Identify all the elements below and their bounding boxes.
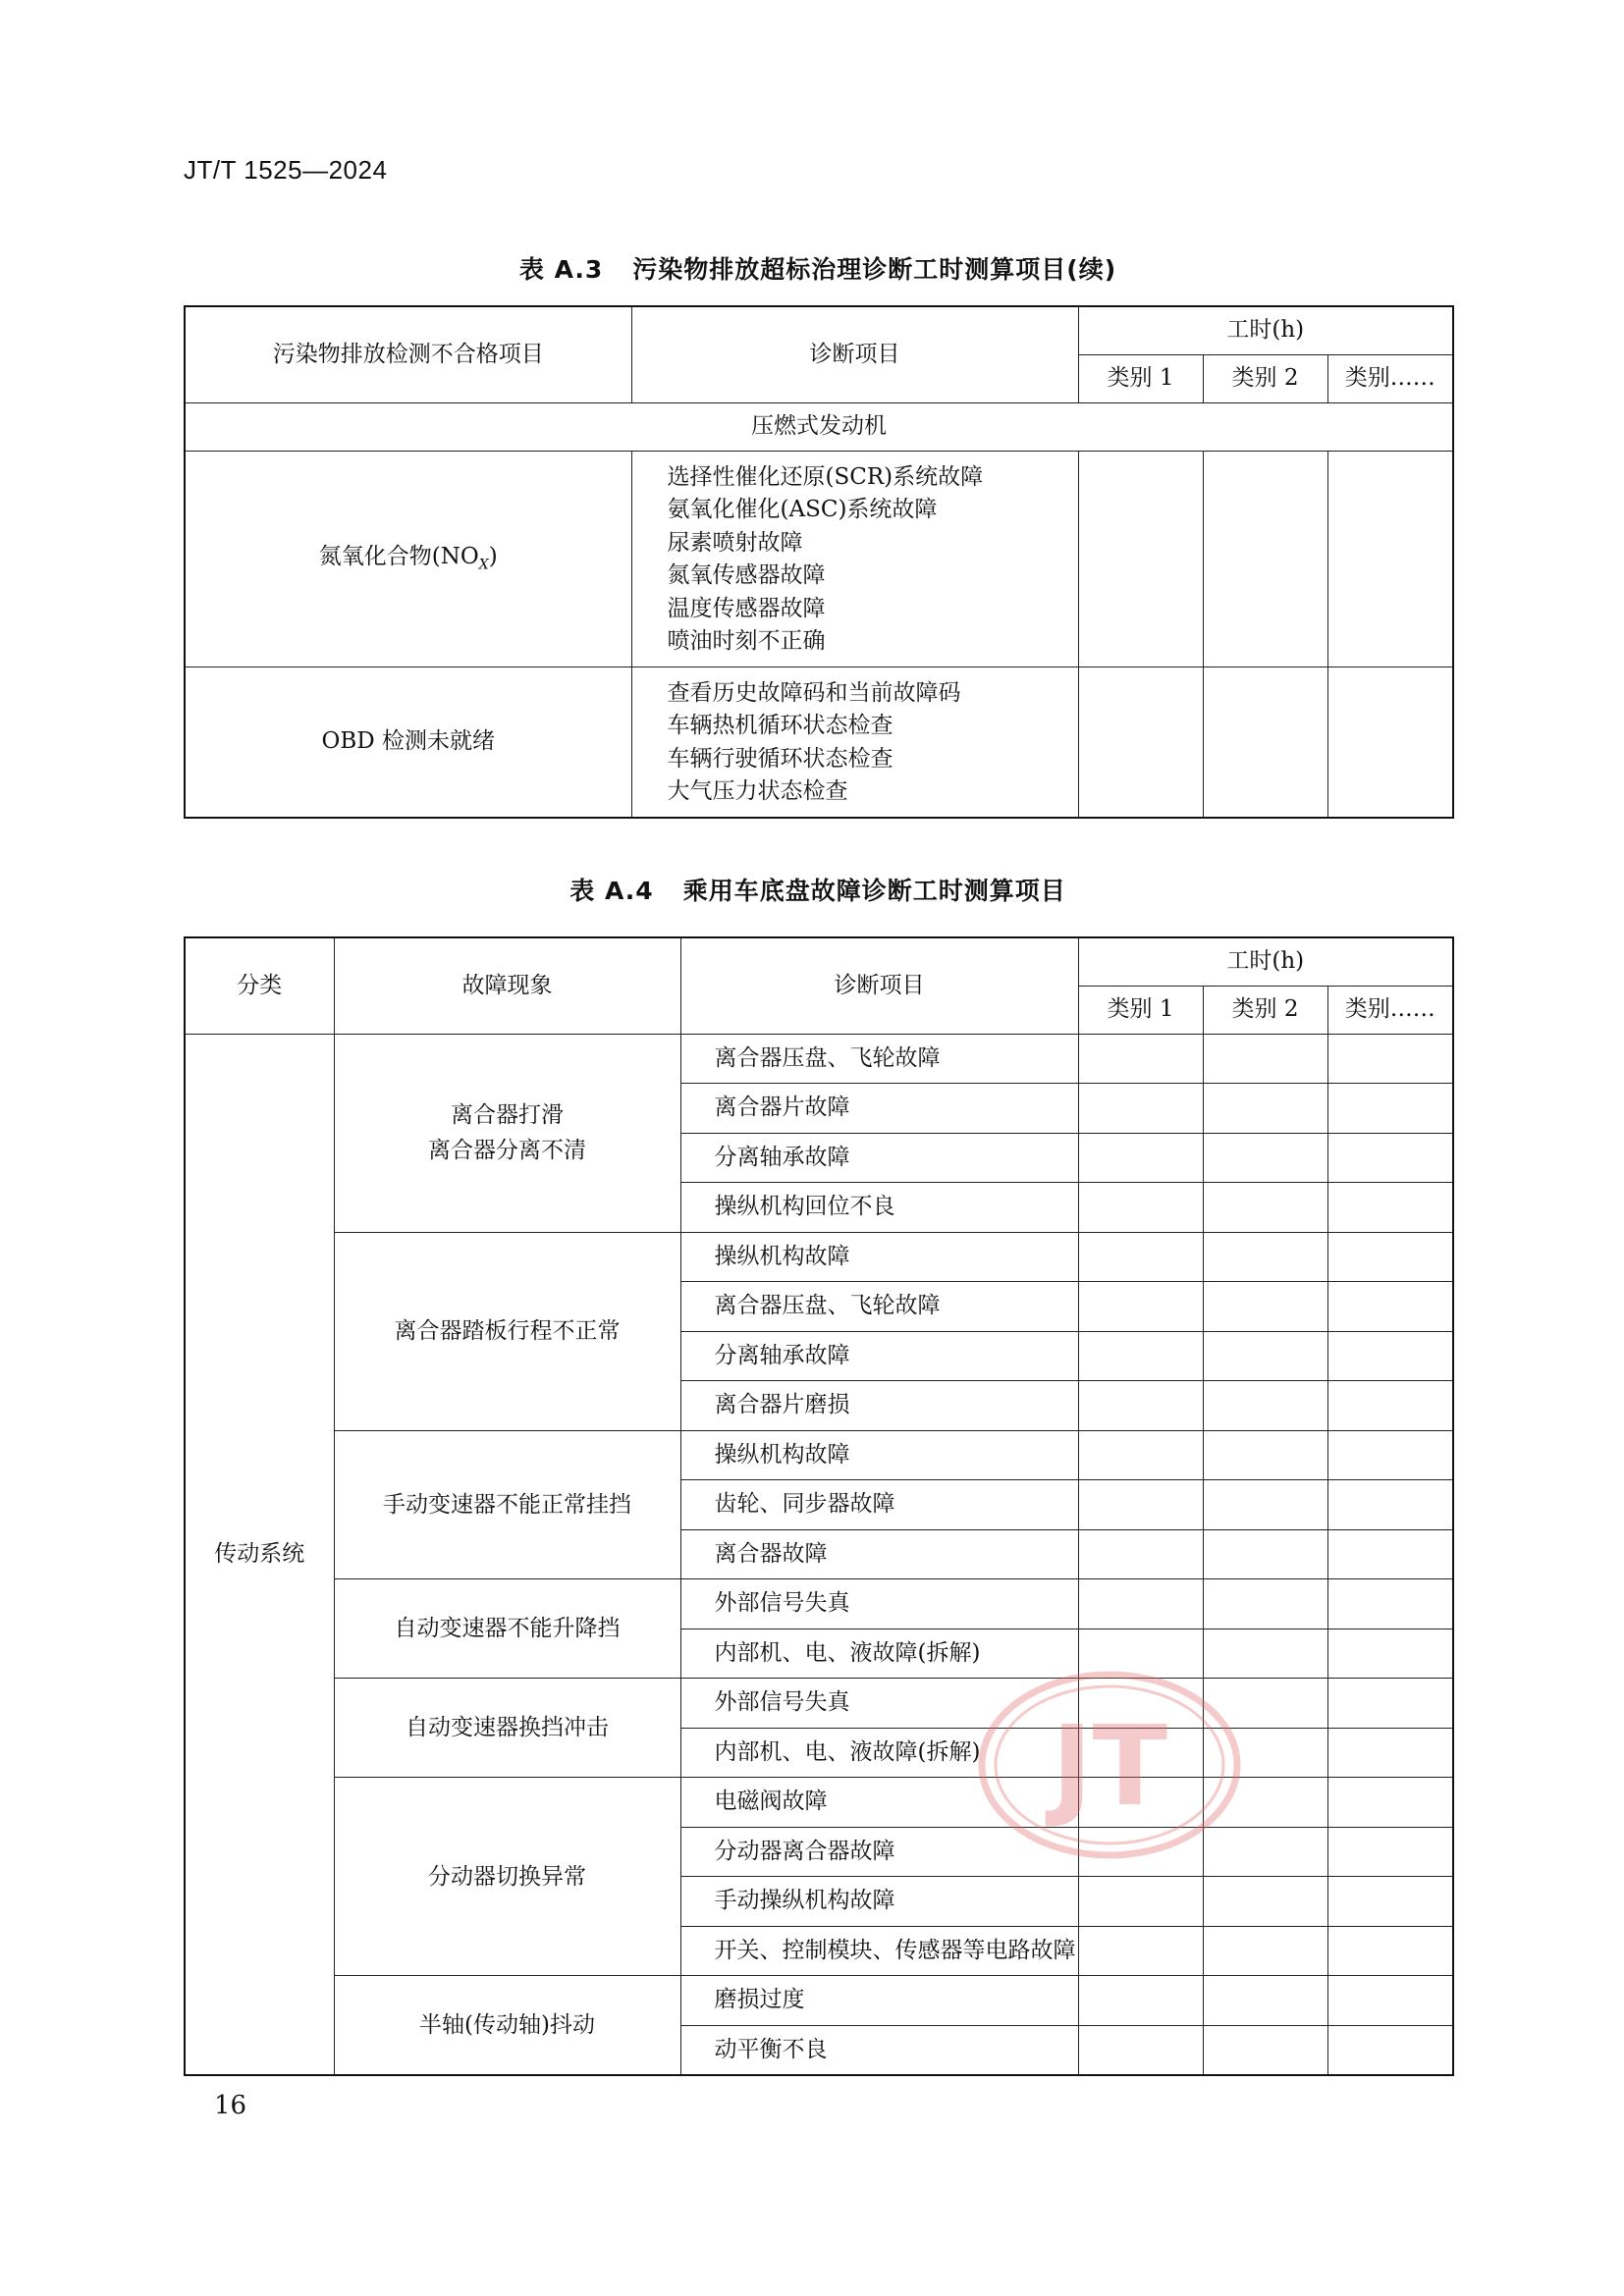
diagnostic-item: 内部机、电、液故障(拆解) <box>680 1728 1078 1778</box>
hours-cell <box>1327 1282 1453 1332</box>
hours-cell <box>1327 1529 1453 1579</box>
diagnostic-item: 选择性催化还原(SCR)系统故障 <box>667 463 984 490</box>
hours-cell <box>1327 1331 1453 1381</box>
hours-cell <box>1078 1926 1203 1976</box>
hours-cell <box>1327 1728 1453 1778</box>
diagnostic-item: 车辆热机循环状态检查 <box>667 713 893 738</box>
diagnostic-item: 外部信号失真 <box>680 1679 1078 1729</box>
diagnostic-item: 车辆行驶循环状态检查 <box>667 745 893 772</box>
pollutant-item-nox: 氮氧化合物$(NO_X)$ <box>185 451 631 667</box>
hours-cell <box>1078 1629 1203 1679</box>
hours-cell <box>1327 1976 1453 2026</box>
header-category-more: 类别…… <box>1327 986 1453 1034</box>
diagnostic-item: 离合器片故障 <box>680 1084 1078 1134</box>
diagnostic-item: 操纵机构故障 <box>680 1430 1078 1480</box>
diagnostic-item: 分动器离合器故障 <box>680 1827 1078 1877</box>
phenomenon-line: 离合器分离不清 <box>428 1138 586 1163</box>
hours-cell <box>1078 1679 1203 1729</box>
diagnostic-item: 内部机、电、液故障(拆解) <box>680 1629 1078 1679</box>
hours-cell <box>1203 1679 1327 1729</box>
hours-cell <box>1078 1183 1203 1233</box>
hours-cell <box>1203 1282 1327 1332</box>
hours-cell <box>1203 451 1327 667</box>
table-row <box>185 667 1453 818</box>
header-pollutant-item: 污染物排放检测不合格项目 <box>185 306 631 402</box>
fault-phenomenon <box>334 1232 680 1430</box>
hours-cell <box>1327 1430 1453 1480</box>
phenomenon-line: 分动器切换异常 <box>428 1863 586 1890</box>
fault-phenomenon <box>334 1430 680 1579</box>
diagnostic-item: 查看历史故障码和当前故障码 <box>667 679 961 706</box>
header-work-hours: 工时(h) <box>1078 937 1453 986</box>
diagnostic-item: 分离轴承故障 <box>680 1133 1078 1183</box>
diagnostic-item: 离合器压盘、飞轮故障 <box>680 1282 1078 1332</box>
fault-phenomenon <box>334 1976 680 2076</box>
header-work-hours: 工时(h) <box>1078 306 1453 354</box>
fault-phenomenon <box>334 1579 680 1679</box>
section-compression-ignition-engine: 压燃式发动机 <box>185 402 1453 451</box>
table-row <box>185 1778 1453 1828</box>
phenomenon-line: 手动变速器不能正常挂挡 <box>383 1491 631 1518</box>
header-category-1: 类别 1 <box>1078 354 1203 402</box>
fault-phenomenon <box>334 1778 680 1976</box>
table-a4 <box>184 936 1454 2076</box>
hours-cell <box>1203 1034 1327 1084</box>
table-a3-title: 污染物排放超标治理诊断工时测算项目(续) <box>632 255 1117 284</box>
hours-cell <box>1327 1877 1453 1927</box>
table-row <box>185 451 1453 667</box>
hours-cell <box>1203 2025 1327 2075</box>
hours-cell <box>1203 1232 1327 1282</box>
table-row <box>185 1579 1453 1629</box>
diagnostic-item: 齿轮、同步器故障 <box>680 1480 1078 1530</box>
hours-cell <box>1203 1877 1327 1927</box>
hours-cell <box>1078 1282 1203 1332</box>
diagnostic-item: 外部信号失真 <box>680 1579 1078 1629</box>
diagnostic-item: 喷油时刻不正确 <box>667 628 826 654</box>
diagnostic-item: 操纵机构故障 <box>680 1232 1078 1282</box>
hours-cell <box>1078 1133 1203 1183</box>
diagnostic-item: 离合器片磨损 <box>680 1381 1078 1431</box>
hours-cell <box>1203 1133 1327 1183</box>
hours-cell <box>1203 1728 1327 1778</box>
header-category-2: 类别 2 <box>1203 986 1327 1034</box>
hours-cell <box>1327 1827 1453 1877</box>
hours-cell <box>1327 2025 1453 2075</box>
hours-cell <box>1078 1579 1203 1629</box>
header-fault-phenomenon: 故障现象 <box>334 937 680 1034</box>
category-transmission-system: 传动系统 <box>185 1034 334 2075</box>
hours-cell <box>1327 1084 1453 1134</box>
diagnostic-item: 分离轴承故障 <box>680 1331 1078 1381</box>
diagnostic-item: 操纵机构回位不良 <box>680 1183 1078 1233</box>
diagnostic-item: 尿素喷射故障 <box>667 529 803 556</box>
hours-cell <box>1203 1629 1327 1679</box>
diagnostic-list <box>631 667 1078 818</box>
table-a3 <box>184 305 1454 819</box>
table-row <box>185 1034 1453 1084</box>
hours-cell <box>1327 451 1453 667</box>
table-a3-caption <box>184 250 1452 286</box>
hours-cell <box>1078 1976 1203 2026</box>
hours-cell <box>1327 1679 1453 1729</box>
hours-cell <box>1078 1331 1203 1381</box>
hours-cell <box>1327 1133 1453 1183</box>
hours-cell <box>1078 1877 1203 1927</box>
page-number: 16 <box>214 2091 247 2120</box>
phenomenon-line: 自动变速器不能升降挡 <box>394 1616 621 1641</box>
hours-cell <box>1078 667 1203 818</box>
hours-cell <box>1327 1480 1453 1530</box>
phenomenon-line: 离合器踏板行程不正常 <box>394 1318 621 1344</box>
phenomenon-line: 自动变速器换挡冲击 <box>406 1715 609 1740</box>
hours-cell <box>1327 1034 1453 1084</box>
hours-cell <box>1078 1827 1203 1877</box>
hours-cell <box>1327 1183 1453 1233</box>
diagnostic-item: 开关、控制模块、传感器等电路故障 <box>680 1926 1078 1976</box>
hours-cell <box>1203 1381 1327 1431</box>
hours-cell <box>1327 1778 1453 1828</box>
hours-cell <box>1203 1976 1327 2026</box>
table-a4-title: 乘用车底盘故障诊断工时测算项目 <box>682 877 1066 905</box>
diagnostic-item: 手动操纵机构故障 <box>680 1877 1078 1927</box>
hours-cell <box>1078 1778 1203 1828</box>
header-category-2: 类别 2 <box>1203 354 1327 402</box>
hours-cell <box>1203 1183 1327 1233</box>
hours-cell <box>1203 1579 1327 1629</box>
diagnostic-item: 离合器压盘、飞轮故障 <box>680 1034 1078 1084</box>
diagnostic-item: 氮氧传感器故障 <box>667 562 826 588</box>
diagnostic-item: 离合器故障 <box>680 1529 1078 1579</box>
diagnostic-item: 氨氧化催化(ASC)系统故障 <box>667 497 938 522</box>
hours-cell <box>1203 1331 1327 1381</box>
diagnostic-item: 大气压力状态检查 <box>667 778 848 804</box>
table-a4-number: 表 A.4 <box>569 877 654 905</box>
header-category-more: 类别…… <box>1327 354 1453 402</box>
hours-cell <box>1203 1480 1327 1530</box>
pollutant-item-obd: OBD 检测未就绪 <box>185 667 631 818</box>
hours-cell <box>1203 1084 1327 1134</box>
hours-cell <box>1327 1926 1453 1976</box>
header-category-1: 类别 1 <box>1078 986 1203 1034</box>
phenomenon-line: 离合器打滑 <box>451 1102 564 1128</box>
hours-cell <box>1078 1034 1203 1084</box>
hours-cell <box>1203 1529 1327 1579</box>
hours-cell <box>1078 1480 1203 1530</box>
hours-cell <box>1078 1529 1203 1579</box>
diagnostic-item: 电磁阀故障 <box>680 1778 1078 1828</box>
hours-cell <box>1203 667 1327 818</box>
header-category: 分类 <box>185 937 334 1034</box>
table-row <box>185 1976 1453 2026</box>
watermark-text: JT <box>1051 1703 1168 1831</box>
hours-cell <box>1078 2025 1203 2075</box>
diagnostic-list <box>631 451 1078 667</box>
hours-cell <box>1078 1084 1203 1134</box>
document-standard-number: JT/T 1525—2024 <box>184 155 388 185</box>
hours-cell <box>1203 1430 1327 1480</box>
hours-cell <box>1078 1430 1203 1480</box>
hours-cell <box>1203 1827 1327 1877</box>
hours-cell <box>1078 1728 1203 1778</box>
diagnostic-item: 磨损过度 <box>680 1976 1078 2026</box>
hours-cell <box>1203 1926 1327 1976</box>
hours-cell <box>1203 1778 1327 1828</box>
diagnostic-item: 温度传感器故障 <box>667 595 826 621</box>
table-row <box>185 1679 1453 1729</box>
hours-cell <box>1327 1381 1453 1431</box>
fault-phenomenon <box>334 1679 680 1778</box>
hours-cell <box>1078 1381 1203 1431</box>
table-row <box>185 1232 1453 1282</box>
header-diagnostic-item: 诊断项目 <box>631 306 1078 402</box>
table-a4-caption <box>184 872 1452 907</box>
hours-cell <box>1327 1629 1453 1679</box>
fault-phenomenon <box>334 1034 680 1232</box>
hours-cell <box>1078 1232 1203 1282</box>
table-a3-number: 表 A.3 <box>518 255 604 284</box>
hours-cell <box>1327 1579 1453 1629</box>
table-row <box>185 1430 1453 1480</box>
phenomenon-line: 半轴(传动轴)抖动 <box>419 2012 595 2038</box>
hours-cell <box>1078 451 1203 667</box>
diagnostic-item: 动平衡不良 <box>680 2025 1078 2075</box>
hours-cell <box>1327 667 1453 818</box>
hours-cell <box>1327 1232 1453 1282</box>
header-diagnostic-item: 诊断项目 <box>680 937 1078 1034</box>
